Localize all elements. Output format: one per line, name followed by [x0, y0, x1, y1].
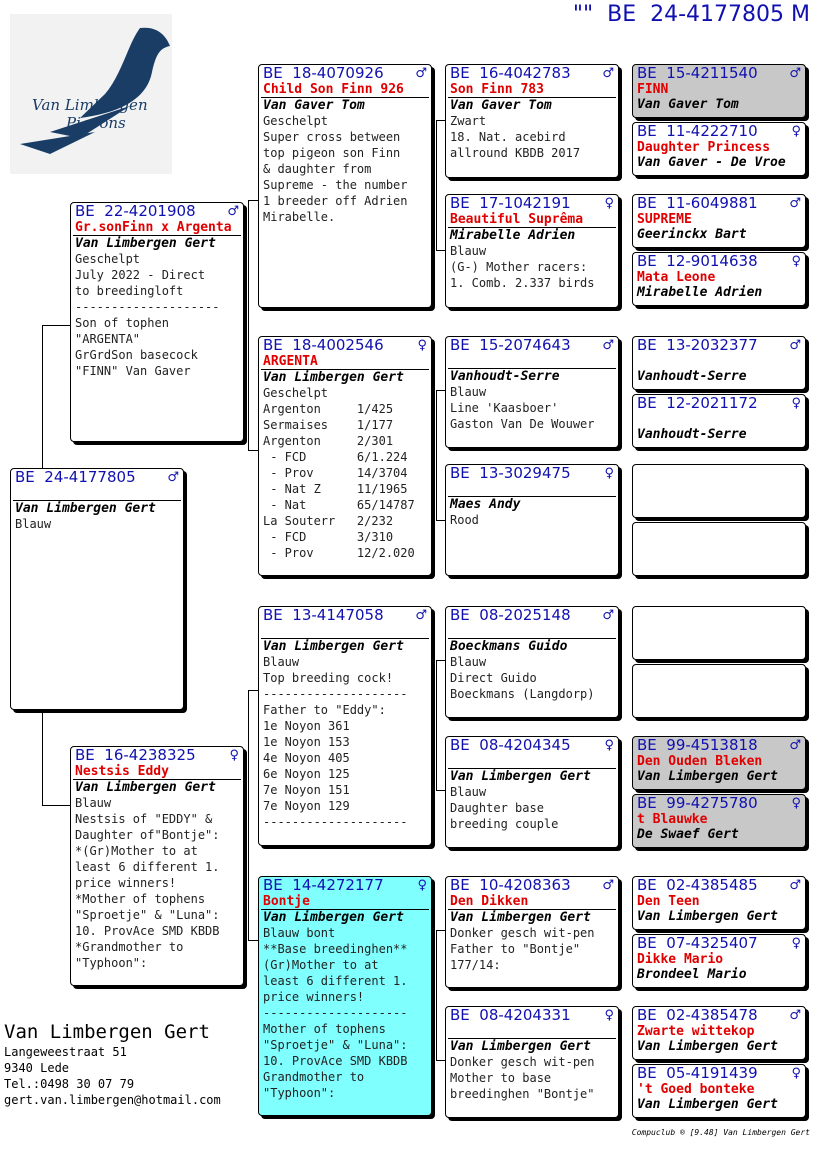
owner: Van Limbergen Gert — [637, 1039, 778, 1054]
connector-line — [248, 690, 249, 940]
owner: Van Gaver Tom — [263, 98, 365, 113]
pigeon-card-g3[interactable] — [445, 876, 619, 988]
owner: Mirabelle Adrien — [450, 228, 576, 243]
pigeon-name: Nestsis Eddy — [73, 764, 241, 780]
connector-line — [248, 200, 249, 450]
pigeon-card-grandsire-paternal[interactable] — [258, 64, 432, 308]
female-icon: ♀ — [604, 738, 614, 753]
ring-number: BE 15-4211540 — [637, 64, 758, 82]
pigeon-name: Beautiful Suprêma — [448, 212, 616, 228]
svg-text:Van Limbergen: Van Limbergen — [32, 96, 148, 114]
owner: Van Limbergen Gert — [15, 501, 156, 516]
male-icon: ♂ — [415, 608, 427, 623]
female-icon: ♀ — [791, 124, 801, 139]
ring-number: BE 08-4204331 — [450, 1006, 571, 1024]
female-icon: ♀ — [229, 748, 239, 763]
owner: Van Limbergen Gert — [75, 236, 216, 251]
pigeon-details: Blauw Line 'Kaasboer' Gaston Van De Wouwer — [450, 385, 595, 431]
pigeon-card-g4[interactable] — [632, 394, 806, 448]
female-icon: ♀ — [604, 1008, 614, 1023]
owner: Maes Andy — [450, 497, 521, 512]
male-icon: ♂ — [789, 878, 801, 893]
pigeon-details: Blauw Daughter base breeding couple — [450, 785, 559, 831]
pigeon-name — [448, 1024, 616, 1039]
pigeon-details: Geschelpt July 2022 - Direct to breedingloft -------------------- Son of tophen "ARGENTA" GrGrdSon basecock "FINN" Van Gaver — [75, 252, 220, 378]
owner: Van Gaver - De Vroe — [637, 155, 786, 170]
male-icon: ♂ — [602, 66, 614, 81]
connector-line — [42, 710, 43, 805]
city: 9340 Lede — [4, 1061, 70, 1075]
pigeon-card-g3[interactable] — [445, 194, 619, 308]
pigeon-card-g3[interactable] — [445, 606, 619, 718]
pigeon-details: Blauw — [15, 517, 52, 531]
owner: Vanhoudt-Serre — [637, 369, 747, 384]
pigeon-card-g3[interactable] — [445, 64, 619, 178]
owner: Van Gaver Tom — [450, 98, 552, 113]
connector-line — [436, 120, 437, 250]
owner: Van Limbergen Gert — [637, 769, 778, 784]
ring-number: BE 17-1042191 — [450, 194, 571, 212]
pigeon-name — [13, 486, 181, 501]
pigeon-name: FINN — [637, 82, 669, 97]
pigeon-name — [448, 482, 616, 497]
owner: Van Limbergen Gert — [75, 780, 216, 795]
male-icon: ♂ — [602, 878, 614, 893]
pigeon-card-dam[interactable] — [70, 746, 244, 986]
pigeon-card-g4[interactable] — [632, 64, 806, 118]
owner: Van Limbergen Gert — [263, 910, 404, 925]
owner: Van Limbergen Gert — [263, 639, 404, 654]
ring-number: BE 14-4272177 — [263, 876, 384, 894]
pigeon-card-grandsire-maternal[interactable] — [258, 606, 432, 846]
owner: Van Limbergen Gert — [637, 1097, 778, 1112]
connector-line — [436, 390, 437, 520]
owner: Geerinckx Bart — [637, 227, 747, 242]
ring-number: BE 13-3029475 — [450, 464, 571, 482]
pigeon-card-g4[interactable] — [632, 876, 806, 930]
connector-line — [436, 930, 437, 1060]
ring-number: BE 02-4385478 — [637, 1006, 758, 1024]
pigeon-card-g4-empty[interactable] — [632, 464, 806, 518]
connector-line — [436, 660, 437, 790]
pigeon-card-g3[interactable] — [445, 464, 619, 576]
phone: Tel.:0498 30 07 79 — [4, 1077, 135, 1091]
footer-credit: Compuclub ® [9.48] Van Limbergen Gert — [631, 1128, 810, 1137]
ring-number: BE 08-2025148 — [450, 606, 571, 624]
pigeon-card-g4[interactable] — [632, 736, 806, 790]
male-icon: ♂ — [602, 338, 614, 353]
pigeon-details: Blauw Top breeding cock! -------------------- Father to "Eddy": 1e Noyon 361 1e Noyon 153 4e Noyon 405 6e Noyon 125 7e Noyon 151 7e Noyon 129 -------------------- — [263, 655, 408, 829]
ring-number: BE 02-4385485 — [637, 876, 758, 894]
pigeon-name: Mata Leone — [637, 270, 716, 285]
pigeon-details: Blauw Direct Guido Boeckmans (Langdorp) — [450, 655, 595, 701]
page-title: "" BE 24-4177805 M — [572, 2, 810, 27]
breeder-address — [4, 1020, 221, 1108]
ring-number: BE 13-4147058 — [263, 606, 384, 624]
pigeon-card-subject[interactable] — [10, 468, 184, 710]
pigeon-name: 't Goed bonteke — [637, 1082, 755, 1097]
pigeon-name: Den Ouden Bleken — [637, 754, 763, 769]
pigeon-card-g4[interactable] — [632, 934, 806, 988]
male-icon: ♂ — [789, 738, 801, 753]
pigeon-card-g4[interactable] — [632, 252, 806, 306]
pigeon-card-g3[interactable] — [445, 736, 619, 848]
pigeon-name: Child Son Finn 926 — [261, 82, 429, 98]
pigeon-name: ARGENTA — [261, 354, 429, 370]
pigeon-details: Rood — [450, 513, 479, 527]
pigeon-name — [448, 624, 616, 639]
pigeon-details: Blauw bont **Base breedinghen** (Gr)Mother to at least 6 different 1. price winners! -------------------- Mother of tophens "Sproetje" & "Luna": 10. ProvAce SMD KBDB Grandmother to "Typhoon": — [263, 926, 408, 1100]
pigeon-name: t Blauwke — [637, 812, 708, 827]
male-icon: ♂ — [227, 204, 239, 219]
female-icon: ♀ — [604, 466, 614, 481]
female-icon: ♀ — [791, 396, 801, 411]
ring-number: BE 22-4201908 — [75, 202, 196, 220]
ring-number: BE 07-4325407 — [637, 934, 758, 952]
pigeon-name — [633, 354, 805, 369]
owner: De Swaef Gert — [637, 827, 739, 842]
pigeon-card-g4[interactable] — [632, 1064, 806, 1118]
pigeon-card-g4-empty[interactable] — [632, 606, 806, 660]
pigeon-name — [448, 354, 616, 369]
female-icon: ♀ — [604, 196, 614, 211]
male-icon: ♂ — [789, 338, 801, 353]
pigeon-details: Donker gesch wit-pen Father to "Bontje" 177/14: — [450, 926, 595, 972]
pigeon-name: Daughter Princess — [637, 140, 771, 155]
logo — [10, 14, 172, 174]
pigeon-details: Donker gesch wit-pen Mother to base breedinghen "Bontje" — [450, 1055, 595, 1101]
pigeon-card-granddam-paternal[interactable] — [258, 336, 432, 576]
pigeon-details: Geschelpt Super cross between top pigeon son Finn & daughter from Supreme - the number 1 breeder off Adrien Mirabelle. — [263, 114, 408, 224]
pigeon-name: Bontje — [261, 894, 429, 910]
svg-text:Pigeons: Pigeons — [66, 114, 126, 132]
pigeon-name: Dikke Mario — [637, 952, 724, 967]
email: gert.van.limbergen@hotmail.com — [4, 1093, 221, 1107]
male-icon: ♂ — [789, 1008, 801, 1023]
female-icon: ♀ — [417, 878, 427, 893]
pigeon-name: Zwarte wittekop — [637, 1024, 755, 1039]
ring-number: BE 24-4177805 — [15, 468, 136, 486]
ring-number: BE 12-2021172 — [637, 394, 758, 412]
pigeon-name: Gr.sonFinn x Argenta — [73, 220, 241, 236]
female-icon: ♀ — [417, 338, 427, 353]
ring-number: BE 10-4208363 — [450, 876, 571, 894]
connector-line — [42, 805, 72, 806]
male-icon: ♂ — [415, 66, 427, 81]
ring-number: BE 18-4002546 — [263, 336, 384, 354]
owner: Boeckmans Guido — [450, 639, 568, 654]
female-icon: ♀ — [791, 1066, 801, 1081]
ring-number: BE 99-4513818 — [637, 736, 758, 754]
owner: Van Limbergen Gert — [637, 909, 778, 924]
pigeon-name — [633, 412, 805, 427]
pigeon-logo-icon — [10, 14, 172, 174]
ring-number: BE 08-4204345 — [450, 736, 571, 754]
owner: Vanhoudt-Serre — [637, 427, 747, 442]
pigeon-card-g3[interactable] — [445, 336, 619, 448]
male-icon: ♂ — [167, 470, 179, 485]
male-icon: ♂ — [789, 196, 801, 211]
ring-number: BE 16-4238325 — [75, 746, 196, 764]
ring-number: BE 99-4275780 — [637, 794, 758, 812]
owner: Van Gaver Tom — [637, 97, 739, 112]
pigeon-card-sire[interactable] — [70, 202, 244, 442]
pigeon-card-g4[interactable] — [632, 336, 806, 390]
ring-number: BE 16-4042783 — [450, 64, 571, 82]
pigeon-card-g4[interactable] — [632, 794, 806, 848]
pigeon-details: Blauw (G-) Mother racers: 1. Comb. 2.337 birds — [450, 244, 595, 290]
pigeon-name: Den Dikken — [448, 894, 616, 910]
female-icon: ♀ — [791, 936, 801, 951]
pigeon-card-granddam-maternal[interactable] — [258, 876, 432, 1116]
owner: Van Limbergen Gert — [450, 910, 591, 925]
pigeon-name: Son Finn 783 — [448, 82, 616, 98]
owner: Mirabelle Adrien — [637, 285, 763, 300]
male-icon: ♂ — [602, 608, 614, 623]
street: Langeweestraat 51 — [4, 1045, 127, 1059]
ring-number: BE 15-2074643 — [450, 336, 571, 354]
owner: Van Limbergen Gert — [450, 769, 591, 784]
owner: Van Limbergen Gert — [450, 1039, 591, 1054]
owner: Vanhoudt-Serre — [450, 369, 560, 384]
pigeon-card-g4-empty[interactable] — [632, 664, 806, 718]
pigeon-name: SUPREME — [637, 212, 692, 227]
ring-number: BE 12-9014638 — [637, 252, 758, 270]
pigeon-name — [261, 624, 429, 639]
pigeon-name: Den Teen — [637, 894, 700, 909]
pigeon-card-g4[interactable] — [632, 1006, 806, 1060]
connector-line — [42, 325, 72, 326]
connector-line — [42, 325, 43, 470]
pigeon-card-g4[interactable] — [632, 194, 806, 248]
pigeon-card-g4[interactable] — [632, 122, 806, 176]
owner: Van Limbergen Gert — [263, 370, 404, 385]
owner: Brondeel Mario — [637, 967, 747, 982]
pigeon-details: Zwart 18. Nat. acebird allround KBDB 2017 — [450, 114, 581, 160]
pigeon-details: Geschelpt Argenton 1/425 Sermaises 1/177 Argenton 2/301 - FCD 6/1.224 - Prov 14/3704 - Nat Z 11/1965 - Nat 65/14787 La Souterr 2/232 - FCD 3/310 - Prov 12/2.020 — [263, 386, 415, 560]
ring-number: BE 05-4191439 — [637, 1064, 758, 1082]
ring-number: BE 18-4070926 — [263, 64, 384, 82]
pigeon-name — [448, 754, 616, 769]
pigeon-details: Blauw Nestsis of "EDDY" & Daughter of"Bontje": *(Gr)Mother to at least 6 different 1. price winners! *Mother of tophens "Sproetje" & "Luna": 10. ProvAce SMD KBDB *Grandmother to "Typhoon": — [75, 796, 220, 970]
pigeon-card-g3[interactable] — [445, 1006, 619, 1118]
ring-number: BE 11-4222710 — [637, 122, 758, 140]
female-icon: ♀ — [791, 796, 801, 811]
male-icon: ♂ — [789, 66, 801, 81]
ring-number: BE 11-6049881 — [637, 194, 758, 212]
ring-number: BE 13-2032377 — [637, 336, 758, 354]
female-icon: ♀ — [791, 254, 801, 269]
breeder-name: Van Limbergen Gert — [4, 1021, 210, 1043]
pigeon-card-g4-empty[interactable] — [632, 522, 806, 576]
